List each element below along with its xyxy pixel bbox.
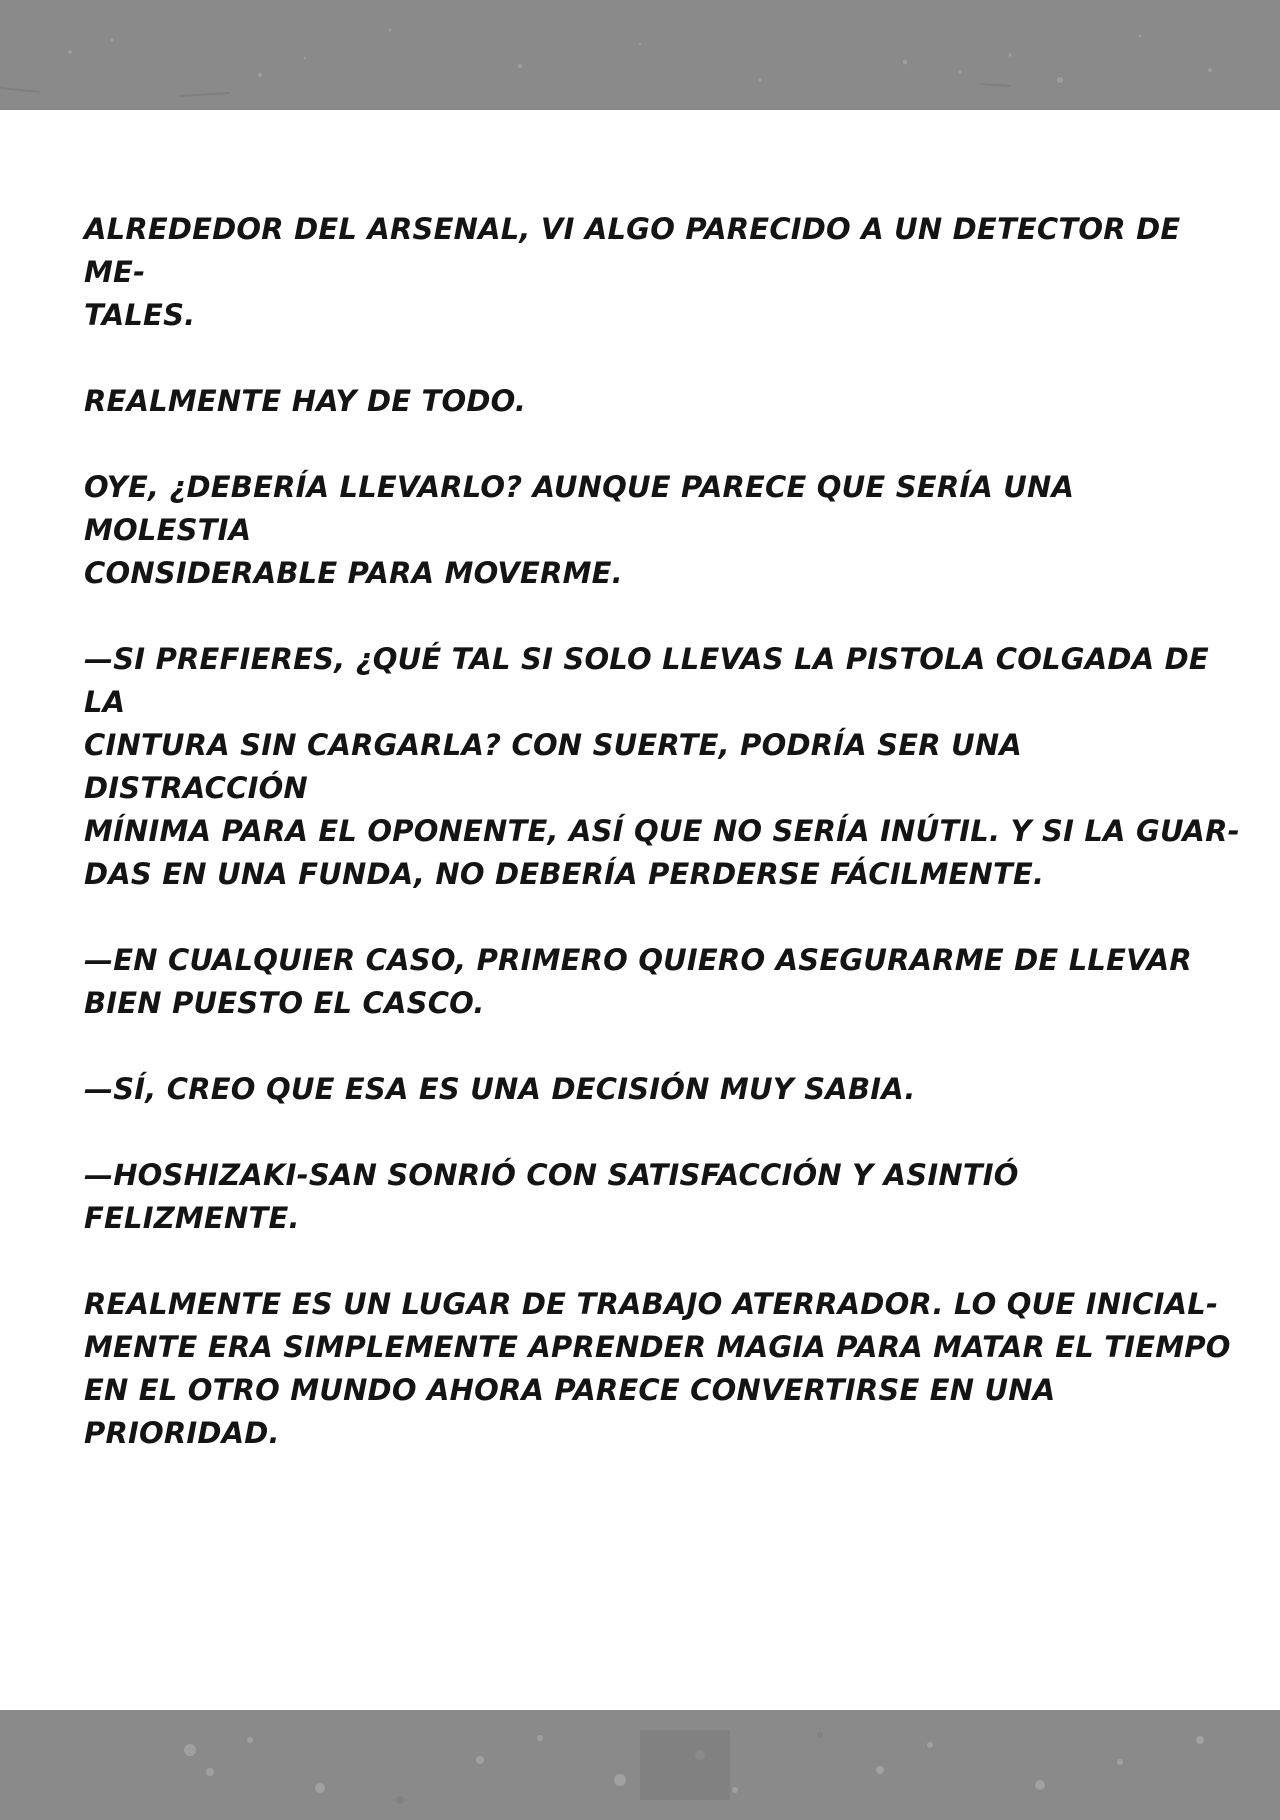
paragraph-3: OYE, ¿DEBERÍA LLEVARLO? AUNQUE PARECE QUE SERÍA UNA MOLESTIA CONSIDERABLE PARA MOVERME.: [84, 470, 1075, 590]
paragraph-7: —HOSHIZAKI-SAN SONRIÓ CON SATISFACCIÓN Y ASINTIÓ FELIZMENTE.: [84, 1158, 1019, 1235]
paragraph-5: —EN CUALQUIER CASO, PRIMERO QUIERO ASEGURARME DE LLEVAR BIEN PUESTO EL CASCO.: [84, 943, 1192, 1020]
top-grunge-band: [0, 0, 1280, 110]
document-body: [84, 208, 1244, 1498]
bottom-grunge-band: [0, 1710, 1280, 1820]
paragraph-4: —SI PREFIERES, ¿QUÉ TAL SI SOLO LLEVAS LA PISTOLA COLGADA DE LA CINTURA SIN CARGARLA? CON SUERTE, PODRÍA SER UNA DISTRACCIÓN MÍNIMA PARA EL OPONENTE, ASÍ QUE NO SERÍA INÚTIL. Y SI LA GUAR- DAS EN UNA FUNDA, NO DEBERÍA PERDERSE FÁCILMENTE.: [84, 642, 1240, 891]
paragraph-2: REALMENTE HAY DE TODO.: [84, 384, 527, 418]
paragraph-6: —SÍ, CREO QUE ESA ES UNA DECISIÓN MUY SABIA.: [84, 1072, 916, 1106]
paragraph-8: REALMENTE ES UN LUGAR DE TRABAJO ATERRADOR. LO QUE INICIAL- MENTE ERA SIMPLEMENTE APRENDER MAGIA PARA MATAR EL TIEMPO EN EL OTRO MUNDO AHORA PARECE CONVERTIRSE EN UNA PRIORIDAD.: [84, 1287, 1231, 1450]
grunge-texture: [0, 1710, 1280, 1820]
paragraph-1: ALREDEDOR DEL ARSENAL, VI ALGO PARECIDO A UN DETECTOR DE ME- TALES.: [84, 212, 1181, 332]
grunge-texture: [0, 0, 1280, 110]
